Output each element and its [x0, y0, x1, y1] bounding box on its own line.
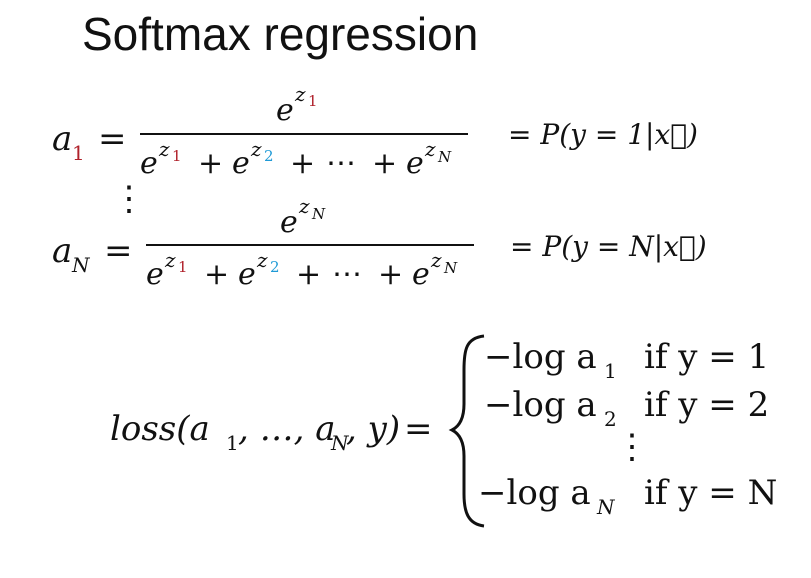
eq1-dots: ⋯ [326, 146, 356, 181]
caseN-sub: N [597, 495, 615, 519]
eq1-plus2: + [290, 146, 316, 181]
eq1-den-t1-base: e [140, 146, 158, 181]
loss-equation [110, 336, 777, 526]
eq2-den-t3-exp: z [431, 248, 442, 272]
eq2-lhs-var: a [52, 231, 73, 271]
case2-sub: 2 [604, 407, 617, 431]
eq1-den-t3-sub: N [438, 148, 452, 166]
eq2-den-t2-base: e [238, 257, 256, 292]
eq1-den-t2-base: e [232, 146, 250, 181]
eq1-den-t3-exp: z [425, 137, 436, 161]
eq2-plus2: + [296, 257, 322, 292]
eq1-lhs-var: a [52, 119, 73, 159]
loss-lhs-sub1: 1 [226, 431, 239, 455]
eq1-den-t1-sub: 1 [172, 147, 182, 165]
eq1-plus1: + [198, 146, 224, 181]
eq1-num-exp-sub: 1 [308, 92, 318, 110]
eq2-lhs-sub: N [72, 253, 90, 277]
eq1-num-base: e [276, 93, 294, 128]
loss-lhs-mid: , …, a [238, 409, 336, 449]
case1-expr: −log a [484, 337, 597, 377]
eq2-den-t1-base: e [146, 257, 164, 292]
eq2-equals: = [104, 231, 133, 271]
eq2-num-exp-sub: N [312, 205, 326, 223]
loss-lhs: loss(a [110, 409, 210, 449]
eq2-plus1: + [204, 257, 230, 292]
case2-condition: if y = 2 [644, 385, 770, 425]
slide-title: Softmax regression [82, 8, 479, 60]
eq2-num-base: e [280, 205, 298, 240]
equation-a1 [52, 82, 698, 181]
eq2-den-t3-base: e [412, 257, 430, 292]
caseN-expr: −log a [478, 473, 591, 513]
eq1-den-t2-exp: z [251, 137, 262, 161]
eq1-den-t3-base: e [406, 146, 424, 181]
eq2-probability: = P(y = N|x⃗) [510, 230, 707, 263]
eq2-den-t3-sub: N [444, 259, 458, 277]
eq1-den-t2-sub: 2 [264, 147, 274, 165]
eq1-probability: = P(y = 1|x⃗) [508, 118, 698, 151]
eq2-dots: ⋯ [332, 257, 362, 292]
case2-expr: −log a [484, 385, 597, 425]
loss-lhs-subN: N [331, 431, 349, 455]
cases-vertical-ellipsis: ⋮ [615, 427, 649, 467]
case1-condition: if y = 1 [644, 337, 770, 377]
eq2-num-exp: z [299, 194, 310, 218]
loss-lhs-end: , y) [346, 409, 401, 449]
eq2-den-t2-exp: z [257, 248, 268, 272]
eq1-equals: = [98, 119, 127, 159]
eq2-den-t1-sub: 1 [178, 258, 188, 276]
case1-sub: 1 [604, 359, 617, 383]
eq1-den-t1-exp: z [159, 137, 170, 161]
eq1-plus3: + [372, 146, 398, 181]
eq2-den-t1-exp: z [165, 248, 176, 272]
caseN-condition: if y = N [644, 473, 778, 513]
vertical-ellipsis: ⋮ [112, 179, 146, 219]
equation-aN [52, 194, 707, 292]
eq1-num-exp: z [295, 82, 306, 106]
loss-equals: = [404, 409, 433, 449]
eq2-plus3: + [378, 257, 404, 292]
eq1-lhs-sub: 1 [72, 141, 85, 165]
eq2-den-t2-sub: 2 [270, 258, 280, 276]
